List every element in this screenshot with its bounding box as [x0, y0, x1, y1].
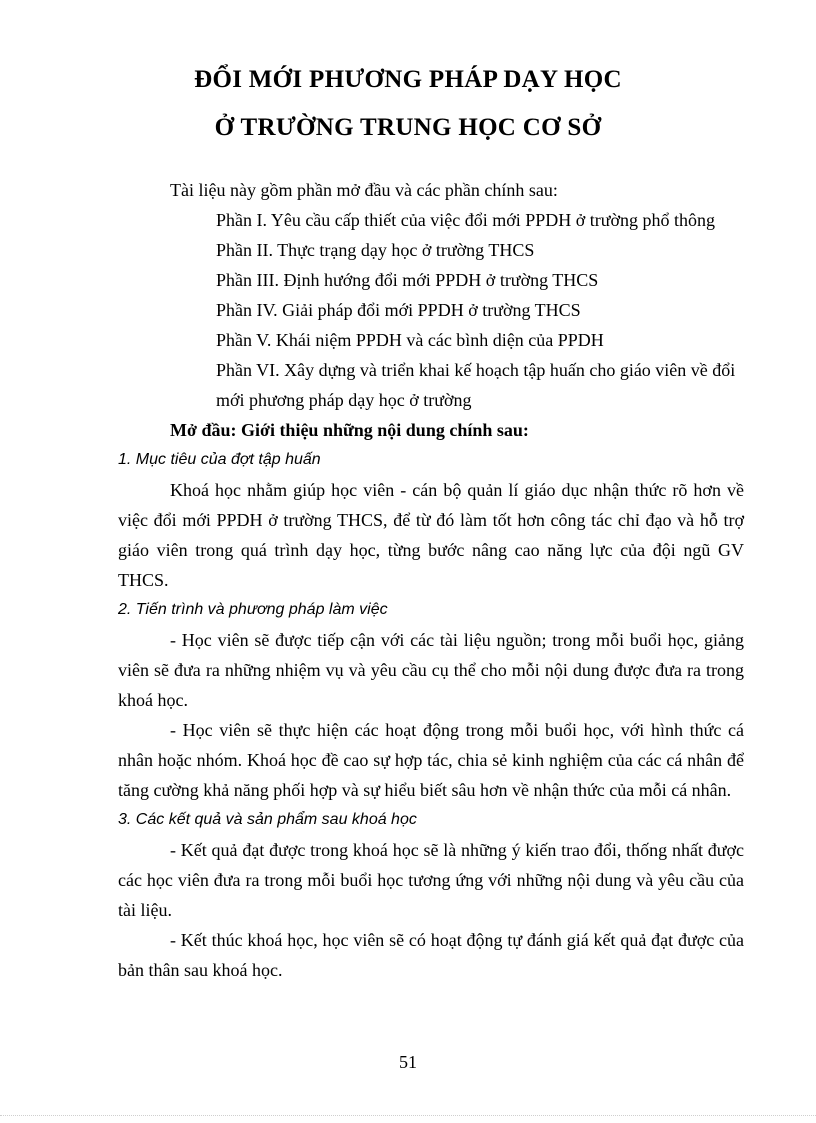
intro-heading: Mở đầu: Giới thiệu những nội dung chính sau: [170, 420, 529, 440]
section-2-paragraph-1: - Học viên sẽ được tiếp cận với các tài liệu nguồn; trong mỗi buổi học, giảng viên sẽ đưa ra những nhiệm vụ và yêu cầu cụ thể cho mỗi nội dung được đưa ra trong khoá học. [118, 630, 744, 710]
section-1-paragraph: Khoá học nhằm giúp học viên - cán bộ quản lí giáo dục nhận thức rõ hơn về việc đổi mới PPDH ở trường THCS, để từ đó làm tốt hơn công tác chỉ đạo và hỗ trợ giáo viên trong quá trình dạy học, từng bước nâng cao năng lực của đội ngũ GV THCS. [118, 480, 744, 590]
page-number: 51 [399, 1052, 417, 1072]
page-divider [0, 1115, 816, 1116]
section-3-paragraph-2: - Kết thúc khoá học, học viên sẽ có hoạt động tự đánh giá kết quả đạt được của bản thân sau khoá học. [118, 930, 744, 980]
document-body [118, 175, 744, 985]
document-title-line-1: ĐỔI MỚI PHƯƠNG PHÁP DẠY HỌC [194, 66, 622, 93]
section-heading-3: 3. Các kết quả và sản phẩm sau khoá học [118, 811, 417, 828]
section-heading-2: 2. Tiến trình và phương pháp làm việc [118, 601, 388, 618]
section-2-paragraph-2: - Học viên sẽ thực hiện các hoạt động trong mỗi buổi học, với hình thức cá nhân hoặc nhóm. Khoá học đề cao sự hợp tác, chia sẻ kinh nghiệm của các cá nhân để tăng cường khả năng phối hợp và sự hiểu biết sâu hơn về nhận thức của mỗi cá nhân. [118, 720, 744, 800]
part-item: Phần VI. Xây dựng và triển khai kế hoạch tập huấn cho giáo viên về đổi mới phương pháp dạy học ở trường [216, 360, 736, 410]
intro-text: Tài liệu này gồm phần mở đầu và các phần chính sau: [170, 180, 558, 200]
section-heading-1: 1. Mục tiêu của đợt tập huấn [118, 451, 321, 468]
part-item: Phần III. Định hướng đổi mới PPDH ở trường THCS [216, 270, 599, 290]
part-item: Phần IV. Giải pháp đổi mới PPDH ở trường THCS [216, 300, 581, 320]
section-3-paragraph-1: - Kết quả đạt được trong khoá học sẽ là những ý kiến trao đổi, thống nhất được các học viên đưa ra trong mỗi buổi học tương ứng với những nội dung và yêu cầu của tài liệu. [118, 840, 744, 920]
part-item: Phần II. Thực trạng dạy học ở trường THCS [216, 240, 535, 260]
part-item: Phần I. Yêu cầu cấp thiết của việc đổi mới PPDH ở trường phổ thông [216, 210, 716, 230]
document-title-line-2: Ở TRƯỜNG TRUNG HỌC CƠ SỞ [214, 114, 602, 141]
part-item: Phần V. Khái niệm PPDH và các bình diện của PPDH [216, 330, 604, 350]
